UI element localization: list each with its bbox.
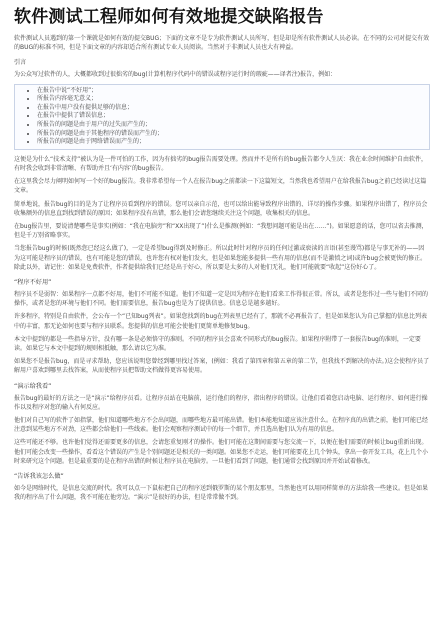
section-paragraph: 报告bug的最好的方法之一是“演示”给程序员看。让程序员站在电脑前，运行他们的程序，指出程序的错误。让他们看着您启动电脑、运行程序、如何进行操作以及程序对您的输入有何反应。 (14, 394, 428, 411)
section-paragraph: 为公众写过软件的人，大概都收到过很拙劣的bug(计算机程序代码中的错误或程序运行时的瑕疵——译者注)报告，例如： (14, 71, 337, 79)
section-paragraph: 如今是网络时代，是信息交流的时代。我可以点一下鼠标把自己的程序送到俄罗斯的某个朋友那里，当然他也可以用同样简单的方法给我一些建议。但是如果我的程序出了什么问题，我不可能在他旁边。“演示”是很好的办法，但是常常做不到。 (14, 485, 429, 502)
section-paragraph: 当您报告bug的时候(既然您已经这么做了)，一定是希望bug得到及时修正。所以此时针对程序员的任何过激或亵渎的言语(甚至谩骂)都是与事无补的——因为这可能是程序员的错误，也有可能是您的错误，也许您有权对他们发火，但是如果您能多提供一些有用的信息(而不是激愤之词)或许bug会被更快的修正。除此以外，请记住：如果是免费软件，作者提供给我们已经是出于好心，所以要是太多的人对他们无礼，他们可能就要“收起”这份好心了。 (14, 245, 427, 271)
intro-paragraph: 软件测试人员遇到的第一个课就是如何有效的提交BUG；下面的文章不是专为软件测试人员所写，但是却是所有软件测试人员必读。在不同的公司对提交有效的BUG的标准不同，但是下面文章的内容却适合所有测试专业人员阅读。当然对于非测试人员也大有裨益。 (14, 35, 430, 52)
list-item: • 所报告的问题是由于用户的过失而产生的； (37, 121, 429, 130)
list-item: • 在报告中提供了错误信息； (37, 112, 429, 121)
section-paragraph: 他们对自己写的软件了如指掌，他们知道哪些地方不会出问题，而哪些地方最可能出错。他们本能地知道应该注意什么。在程序真的出错之前，他们可能已经注意到某些地方不对劲，这些都会给他们一些线索。他们会观察程序测试中的每一个细节，并且选出他们认为有用的信息。 (14, 417, 429, 434)
section-heading-intro: 引言 (14, 59, 27, 67)
article-title: 软件测试工程师如何有效地提交缺陷报告 (14, 7, 324, 27)
section-heading-tell-me: “告诉我该怎么做” (14, 473, 64, 481)
section-paragraph: 简单地说，报告bug的目的是为了让程序员看到程序的错误。您可以亲自示范，也可以给出能导致程序出错的、详尽的操作步骤。如果程序出错了，程序员会收集额外的信息直到找到错误的原因；如果程序没有出错，那么他们会请您继续关注这个问题，收集相关的信息。 (14, 200, 428, 217)
bad-report-list (14, 84, 430, 150)
section-paragraph: 本文中提到的都是一些指导方针，没有哪一条是必须恪守的准则。不同的程序员会喜欢不同形式的bug报告。如果程序附带了一套报告bug的准则，一定要读。如果它与本文中提到的规则相抵触，那么请以它为准。 (14, 335, 421, 353)
section-heading-not-working: “程序不好用” (14, 279, 52, 286)
list-item: • 在报告中说“不好用”； (37, 87, 429, 96)
section-paragraph: 如果您不是报告bug，而是寻求帮助，您应该说明您曾经到哪里找过答案，(例如：我看了第四章和第五章的第二节，但我找不到解决的办法。)这会使程序员了解用户喜欢到哪里去找答案，从而使程序员把帮助文档做得更容易使用。 (14, 358, 430, 375)
section-paragraph: 在这里我会尽力阐明如何写一个好的bug报告。我非常希望每一个人在报告bug之前都读一下这篇短文，当然我也希望用户在给我报告bug之前已经读过这篇文章。 (14, 178, 427, 195)
section-paragraph: 程序员不是弱智：如果程序一点都不好用，他们不可能不知道。他们不知道一定是因为程序在他们看来工作得很正常。所以，或者是您作过一些与他们不同的操作，或者是您的环境与他们不同。他们需要信息，报告bug也是为了提供信息。信息总是越多越好。 (14, 291, 429, 308)
section-paragraph: 在bug报告里，要说清楚哪些是事实(例如：“我在电脑旁”和“XX出现了”)什么是推测(例如：“我想问题可能是出在……”)。如果愿意的话，您可以省去推测，但是千万别省略事实。 (14, 222, 428, 240)
section-paragraph: 这些可能还不够。也许他们觉得还需要更多的信息，会请您重复刚才的操作。他们可能在这期间需要与您交流一下，以便在他们需要的时候让bug重新出现。他们可能会改变一些操作，看看这个错误的产生是个别问题还是相关的一类问题。如果您不走运，他们可能要花上几个钟头，拿出一套开发工具，花上几个小时来研究这个问题。但是最重要的是在程序出错的时候让程序员在电脑旁。一旦他们看到了问题，他们通常会找到原因并开始试着修改。 (14, 439, 429, 465)
list-item: • 所报告的问题是由于网络错误而产生的； (37, 138, 429, 147)
list-item: • 在报告中用户没有提供足够的信息； (37, 104, 429, 113)
list-item: • 所报告的问题是由于其他程序的错误而产生的； (37, 130, 429, 139)
section-paragraph: 许多程序，特别是自由软件，会公布一个“已知bug列表”。如果您找到的bug在列表里已经有了，那就不必再报告了，但是如果您认为自己掌握的信息比列表中的丰富，那无论如何也要与程序员联系。您提供的信息可能会使他们更简单地修复bug。 (14, 313, 428, 330)
section-paragraph: 这便是为什么“技术支持”被认为是一件可怕的工作，因为有拙劣的bug报告需要处理。然而并不是所有的bug报告都令人生厌：我在业余时间维护自由软件，有时我会收到非常清晰、有帮助并且‘有内容’的bug报告。 (14, 155, 428, 172)
list-item: • 所报告内容毫无意义； (37, 95, 429, 104)
section-heading-show-me: “演示给我看” (14, 382, 52, 390)
